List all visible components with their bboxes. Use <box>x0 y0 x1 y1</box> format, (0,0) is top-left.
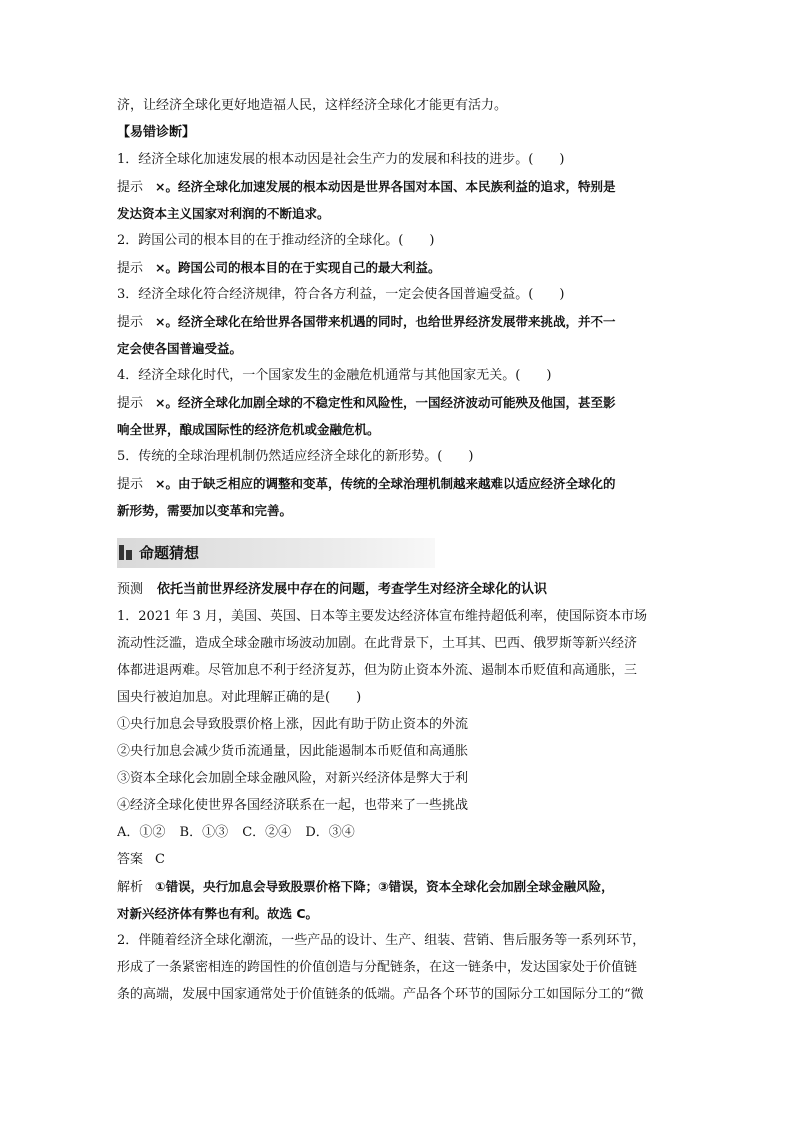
section-title: 命题猜想 <box>139 544 200 562</box>
analysis-text: ①错误，央行加息会导致股票价格下降；③错误，资本全球化会加剧全球金融风险， <box>155 879 614 894</box>
diagnosis-question: 5．传统的全球治理机制仍然适应经济全球化的新形势。( ) <box>117 449 474 464</box>
diagnosis-hint <box>117 254 679 281</box>
diagnosis-item <box>117 281 679 362</box>
diagnosis-hint-cont <box>117 416 679 443</box>
diagnosis-hint <box>117 308 679 335</box>
prediction-line <box>117 576 679 603</box>
document-page <box>117 92 679 1008</box>
diagnosis-hint <box>117 173 679 200</box>
analysis-line <box>117 873 679 900</box>
analysis-line-cont <box>117 900 679 927</box>
section-mark-icon <box>119 545 132 560</box>
diagnosis-question: 4．经济全球化时代，一个国家发生的金融危机通常与其他国家无关。( ) <box>117 368 552 383</box>
statement-2: ②央行加息会减少货币流通量，因此能遏制本币贬值和高通胀 <box>117 744 469 759</box>
hint-text: ×。经济全球化加速发展的根本动因是世界各国对本国、本民族利益的追求，特别是 <box>155 179 616 194</box>
question-stem-line: 形成了一条紧密相连的跨国性的价值创造与分配链条，在这一链条中，发达国家处于价值链 <box>117 960 638 975</box>
option-a: A．①② <box>117 825 166 840</box>
hint-label: 提示 <box>117 261 144 276</box>
answer-label: 答案 <box>117 852 144 867</box>
option-b: B．①③ <box>179 825 229 840</box>
option-c: C．②④ <box>242 825 292 840</box>
diagnosis-question: 1．经济全球化加速发展的根本动因是社会生产力的发展和科技的进步。( ) <box>117 152 565 167</box>
statement-4: ④经济全球化使世界各国经济联系在一起，也带来了一些挑战 <box>117 798 469 813</box>
hint-label: 提示 <box>117 180 144 195</box>
hint-text: 新形势，需要加以变革和完善。 <box>117 503 293 518</box>
hint-text: ×。经济全球化在给世界各国带来机遇的同时，也给世界经济发展带来挑战，并不一 <box>155 314 616 329</box>
hint-text: 响全世界，酿成国际性的经济危机或金融危机。 <box>117 422 380 437</box>
hint-text: ×。由于缺乏相应的调整和变革，传统的全球治理机制越来越难以适应经济全球化的 <box>155 476 616 491</box>
statement-3: ③资本全球化会加剧全球金融风险，对新兴经济体是弊大于利 <box>117 771 469 786</box>
diagnosis-hint-cont <box>117 200 679 227</box>
diagnosis-hint <box>117 389 679 416</box>
diagnosis-item <box>117 146 679 227</box>
question-stem-line: 国央行被迫加息。对此理解正确的是( ) <box>117 690 362 705</box>
option-d: D．③④ <box>305 825 355 840</box>
hint-label: 提示 <box>117 315 144 330</box>
answer-line <box>117 846 679 873</box>
hint-label: 提示 <box>117 477 144 492</box>
hint-text: 定会使各国普遍受益。 <box>117 341 243 356</box>
question-stem-line: 条的高端，发展中国家通常处于价值链条的低端。产品各个环节的国际分工如国际分工的“微 <box>117 987 644 1002</box>
question-stem-line: 流动性泛滥，造成全球金融市场波动加剧。在此背景下，土耳其、巴西、俄罗斯等新兴经济 <box>117 636 638 651</box>
diagnosis-question: 2．跨国公司的根本目的在于推动经济的全球化。( ) <box>117 233 435 248</box>
diagnosis-item <box>117 227 679 281</box>
answer-options <box>117 819 679 846</box>
prediction-label: 预测 <box>117 582 144 597</box>
diagnosis-hint-cont <box>117 497 679 524</box>
diagnosis-question: 3．经济全球化符合经济规律，符合各方利益，一定会使各国普遍受益。( ) <box>117 287 565 302</box>
question-stem-line: 1．2021 年 3 月，美国、英国、日本等主要发达经济体宣布维持超低利率，使国际资本市场 <box>117 609 648 624</box>
question-2 <box>117 927 679 1008</box>
prediction-text: 依托当前世界经济发展中存在的问题，考查学生对经济全球化的认识 <box>157 582 548 597</box>
section-header <box>117 538 435 568</box>
question-1 <box>117 603 679 927</box>
diagnosis-hint-cont <box>117 335 679 362</box>
hint-label: 提示 <box>117 396 144 411</box>
diagnosis-hint <box>117 470 679 497</box>
hint-text: 发达资本主义国家对利润的不断追求。 <box>117 206 330 221</box>
question-stem-line: 体都进退两难。尽管加息不利于经济复苏，但为防止资本外流、遏制本币贬值和高通胀，三 <box>117 663 638 678</box>
statement-1: ①央行加息会导致股票价格上涨，因此有助于防止资本的外流 <box>117 717 469 732</box>
diagnosis-header: 【易错诊断】 <box>117 125 196 140</box>
hint-text: ×。经济全球化加剧全球的不稳定性和风险性，一国经济波动可能殃及他国，甚至影 <box>155 395 616 410</box>
continuation-text: 济，让经济全球化更好地造福人民，这样经济全球化才能更有活力。 <box>117 98 508 113</box>
question-stem-line: 2．伴随着经济全球化潮流，一些产品的设计、生产、组装、营销、售后服务等一系列环节， <box>117 933 646 948</box>
hint-text: ×。跨国公司的根本目的在于实现自己的最大利益。 <box>155 260 441 275</box>
diagnosis-item <box>117 443 679 524</box>
diagnosis-item <box>117 362 679 443</box>
answer-value: C <box>155 852 165 867</box>
analysis-label: 解析 <box>117 880 144 895</box>
analysis-text: 对新兴经济体有弊也有利。故选 C。 <box>117 906 319 921</box>
